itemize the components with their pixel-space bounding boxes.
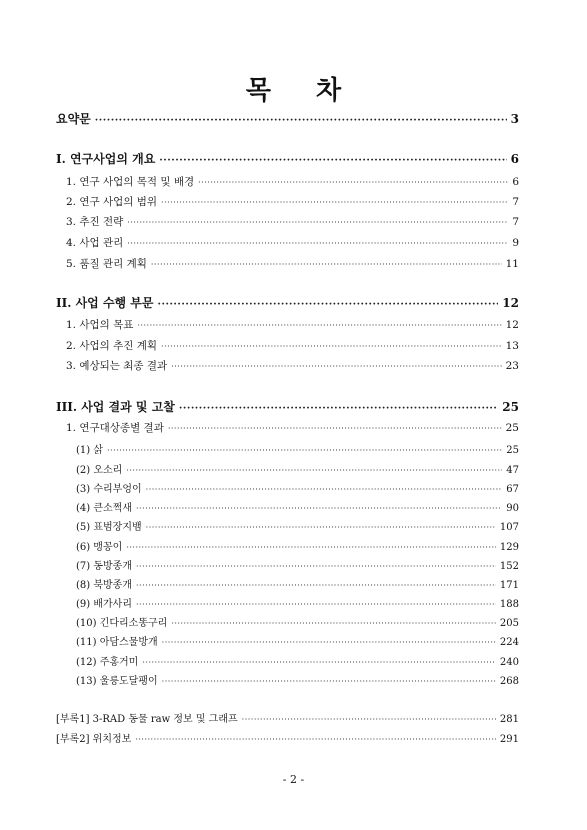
leader-dots <box>127 218 508 227</box>
toc-section[interactable] <box>66 420 519 435</box>
toc-page: 240 <box>499 657 519 668</box>
toc-appendix-2[interactable] <box>56 730 519 745</box>
toc-subsection[interactable] <box>76 595 519 610</box>
leader-dots <box>127 239 508 248</box>
leader-dots <box>159 155 506 166</box>
toc-section[interactable] <box>66 317 519 332</box>
toc-page: 7 <box>512 196 519 208</box>
toc-label: (11) 아담스물방개 <box>76 637 158 648</box>
toc-page: 3 <box>510 112 519 126</box>
toc-page: 67 <box>506 484 519 495</box>
toc-label: 1. 연구대상종별 결과 <box>66 422 164 434</box>
toc-page: 25 <box>505 422 519 434</box>
toc-page: 224 <box>499 637 519 648</box>
toc-chapter-3[interactable] <box>56 398 519 415</box>
toc-label: (6) 맹꽁이 <box>76 542 123 553</box>
toc-label: 3. 예상되는 최종 결과 <box>66 360 168 372</box>
toc-subsection[interactable] <box>76 653 519 668</box>
toc-section[interactable] <box>66 174 519 189</box>
leader-dots <box>126 543 496 552</box>
leader-dots <box>158 299 499 310</box>
toc-label: (5) 표범장지뱀 <box>76 522 142 533</box>
toc-label: (10) 긴다리소똥구리 <box>76 618 168 629</box>
toc-section[interactable] <box>66 256 519 271</box>
toc-page: 152 <box>499 561 519 572</box>
toc-label: 2. 사업의 추진 계획 <box>66 340 158 352</box>
toc-label: 1. 사업의 목표 <box>66 319 134 331</box>
toc-page: 13 <box>505 340 519 352</box>
toc-page: 268 <box>499 676 519 687</box>
leader-dots <box>242 715 496 724</box>
toc-label: II. 사업 수행 부문 <box>56 296 154 310</box>
toc-label: [부록2] 위치정보 <box>56 734 132 745</box>
leader-dots <box>146 523 496 532</box>
toc-label: [부록1] 3-RAD 동물 raw 정보 및 그래프 <box>56 714 238 725</box>
toc-page: 107 <box>499 522 519 533</box>
toc-subsection[interactable] <box>76 672 519 687</box>
toc-page: 7 <box>512 216 519 228</box>
toc-subsection[interactable] <box>76 557 519 572</box>
toc-label: (7) 동방종개 <box>76 561 132 572</box>
leader-dots <box>136 504 502 513</box>
toc-subsection[interactable] <box>76 499 519 514</box>
toc-subsection[interactable] <box>76 614 519 629</box>
toc-chapter-2[interactable] <box>56 294 519 311</box>
toc-section[interactable] <box>66 338 519 353</box>
page-number: - 2 - <box>282 773 305 786</box>
toc-section[interactable] <box>66 214 519 229</box>
toc-label: I. 연구사업의 개요 <box>56 152 156 166</box>
toc-label: (2) 오소리 <box>76 465 123 476</box>
leader-dots <box>137 321 501 330</box>
toc-subsection[interactable] <box>76 480 519 495</box>
leader-dots <box>162 638 496 647</box>
toc-appendix-1[interactable] <box>56 710 519 725</box>
toc-section[interactable] <box>66 194 519 209</box>
toc-label: (4) 큰소쩍새 <box>76 503 132 514</box>
toc-label: 2. 연구 사업의 범위 <box>66 196 158 208</box>
toc-page: 12 <box>505 319 519 331</box>
toc-label: 3. 추진 전략 <box>66 216 124 228</box>
toc-page: 188 <box>499 599 519 610</box>
toc-page: 6 <box>512 176 519 188</box>
toc-label: 4. 사업 관리 <box>66 237 124 249</box>
toc-page: 11 <box>505 258 519 270</box>
toc-page: 129 <box>499 542 519 553</box>
toc-subsection[interactable] <box>76 538 519 553</box>
leader-dots <box>95 115 507 126</box>
page-title: 목 차 <box>245 76 360 106</box>
leader-dots <box>107 446 502 455</box>
toc-entry-summary[interactable] <box>56 110 519 127</box>
toc-page: 9 <box>512 237 519 249</box>
leader-dots <box>136 562 496 571</box>
toc-page: 171 <box>499 580 519 591</box>
toc-label: (12) 주홍거미 <box>76 657 139 668</box>
leader-dots <box>171 362 501 371</box>
leader-dots <box>162 677 496 686</box>
leader-dots <box>179 403 498 414</box>
toc-subsection[interactable] <box>76 461 519 476</box>
leader-dots <box>161 342 502 351</box>
toc-subsection[interactable] <box>76 576 519 591</box>
toc-page: 12 <box>502 296 519 310</box>
toc-label: (13) 울릉도달팽이 <box>76 676 158 687</box>
toc-page: 47 <box>506 465 519 476</box>
leader-dots <box>168 424 502 433</box>
toc-subsection[interactable] <box>76 518 519 533</box>
toc-chapter-1[interactable] <box>56 150 519 167</box>
toc-section[interactable] <box>66 358 519 373</box>
toc-subsection[interactable] <box>76 441 519 456</box>
toc-label: 5. 품질 관리 계획 <box>66 258 147 270</box>
leader-dots <box>171 619 496 628</box>
toc-page: 6 <box>510 152 519 166</box>
toc-label: III. 사업 결과 및 고찰 <box>56 400 175 414</box>
toc-page: 23 <box>505 360 519 372</box>
toc-label: 1. 연구 사업의 목적 및 배경 <box>66 176 195 188</box>
leader-dots <box>151 260 502 269</box>
leader-dots <box>135 735 496 744</box>
toc-label: (8) 북방종개 <box>76 580 132 591</box>
toc-label: (9) 배가사리 <box>76 599 132 610</box>
toc-label: 요약문 <box>56 112 91 126</box>
toc-page: 205 <box>499 618 519 629</box>
toc-label: (3) 수리부엉이 <box>76 484 142 495</box>
toc-label: (1) 삵 <box>76 445 104 456</box>
toc-page: 291 <box>499 734 519 745</box>
toc-page: 281 <box>499 714 519 725</box>
leader-dots <box>136 600 496 609</box>
leader-dots <box>142 658 496 667</box>
leader-dots <box>136 581 496 590</box>
toc-page: 25 <box>506 445 519 456</box>
toc-page: 90 <box>506 503 519 514</box>
toc-section[interactable] <box>66 235 519 250</box>
leader-dots <box>126 466 502 475</box>
toc-page: 25 <box>502 400 519 414</box>
leader-dots <box>146 485 503 494</box>
toc-subsection[interactable] <box>76 633 519 648</box>
leader-dots <box>161 198 508 207</box>
leader-dots <box>198 178 508 187</box>
